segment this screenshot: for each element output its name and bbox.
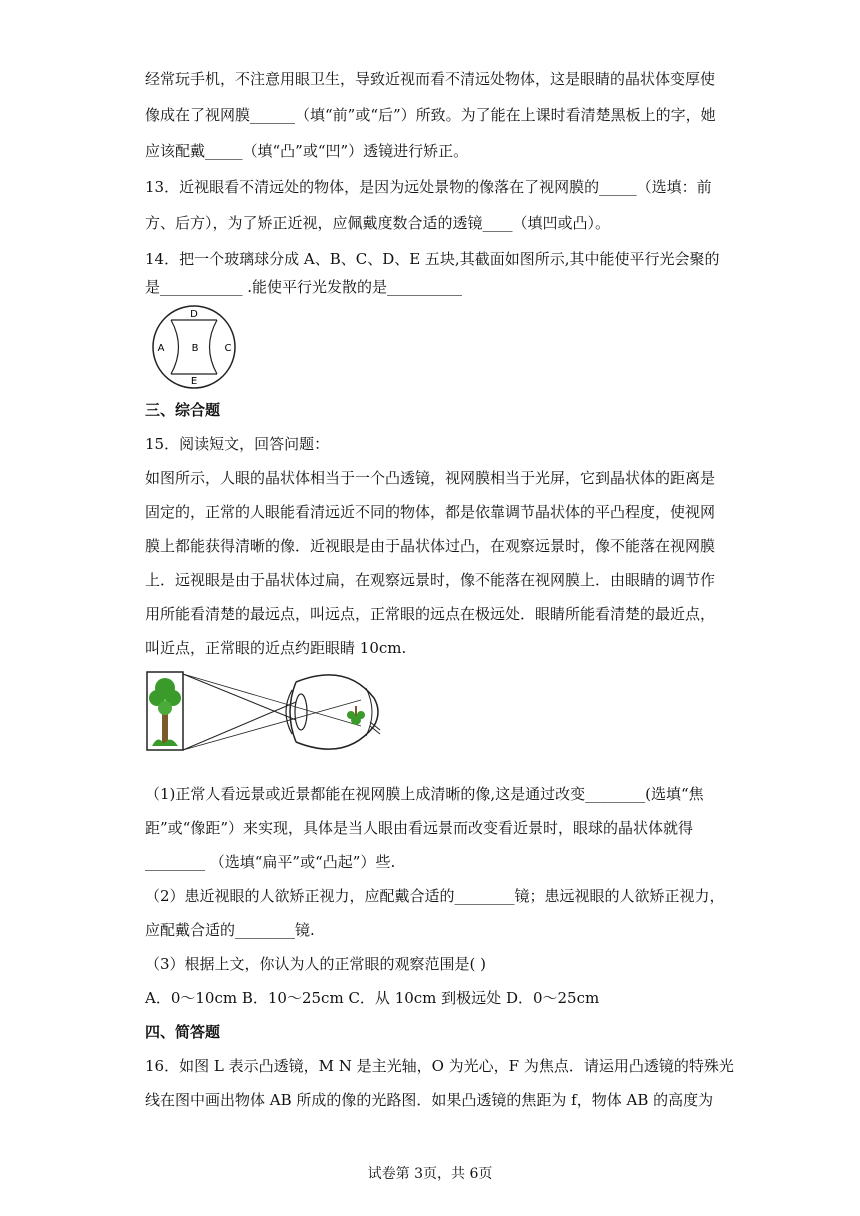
- q15-options: A．0～10cm B．10～25cm C．从 10cm 到极远处 D．0～25cm: [145, 989, 600, 1007]
- eye-tree-figure: [146, 668, 382, 754]
- q15-para-4: 上．远视眼是由于晶状体过扁，在观察远景时，像不能落在视网膜上．由眼睛的调节作: [145, 571, 716, 589]
- label-a: A: [157, 343, 165, 354]
- q12-line-1: 经常玩手机，不注意用眼卫生，导致近视而看不清远处物体，这是眼睛的晶状体变厚使: [145, 70, 716, 88]
- q15-para-6: 叫近点，正常眼的近点约距眼睛 10cm.: [145, 639, 407, 657]
- section-4-heading: 四、简答题: [145, 1023, 221, 1041]
- q12-line-3: 应该配戴_____（填“凸”或“凹”）透镜进行矫正。: [145, 142, 469, 160]
- page-footer: 试卷第 3页，共 6页: [367, 1166, 493, 1182]
- section-3-heading: 三、综合题: [145, 401, 221, 419]
- q15-intro: 15．阅读短文，回答问题：: [145, 435, 330, 453]
- glass-sphere-figure: [144, 304, 244, 390]
- q15-para-5: 用所能看清楚的最远点，叫远点，正常眼的远点在极远处．眼睛所能看清楚的最近点，: [145, 605, 716, 623]
- q15-sub1-line-3: ________ （选填“扁平”或“凸起”）些.: [145, 853, 396, 871]
- q15-sub2-line-1: （2）患近视眼的人欲矫正视力，应配戴合适的________镜；患远视眼的人欲矫正视力，: [145, 887, 725, 905]
- q15-para-1: 如图所示，人眼的晶状体相当于一个凸透镜，视网膜相当于光屏，它到晶状体的距离是: [145, 469, 716, 487]
- q13-line-2: 方、后方），为了矫正近视，应佩戴度数合适的透镜____（填凹或凸）。: [145, 214, 611, 232]
- q15-sub1-line-1: （1)正常人看远景或近景都能在视网膜上成清晰的像,这是通过改变________(选填“焦: [145, 785, 704, 803]
- q15-sub2-line-2: 应配戴合适的________镜.: [145, 921, 315, 939]
- q16-line-1: 16．如图 L 表示凸透镜，M N 是主光轴，O 为光心，F 为焦点．请运用凸透镜的特殊光: [145, 1057, 734, 1075]
- q15-sub1-line-2: 距”或“像距”）来实现，具体是当人眼由看远景而改变看近景时，眼球的晶状体就得: [145, 819, 694, 837]
- q15-sub3: （3）根据上文，你认为人的正常眼的观察范围是( ): [145, 955, 487, 973]
- q14-line-1: 14．把一个玻璃球分成 A、B、C、D、E 五块,其截面如图所示,其中能使平行光会聚的: [145, 250, 720, 268]
- q16-line-2: 线在图中画出物体 AB 所成的像的光路图．如果凸透镜的焦距为 f，物体 AB 的高度为: [145, 1091, 714, 1109]
- q12-line-2: 像成在了视网膜______（填“前”或“后”）所致。为了能在上课时看清楚黑板上的字，她: [145, 106, 716, 124]
- label-e: E: [190, 376, 198, 387]
- q15-para-2: 固定的，正常的人眼能看清远近不同的物体，都是依靠调节晶状体的平凸程度，使视网: [145, 503, 716, 521]
- q15-para-3: 膜上都能获得清晰的像．近视眼是由于晶状体过凸，在观察远景时，像不能落在视网膜: [145, 537, 716, 555]
- label-c: C: [224, 343, 232, 354]
- label-b: B: [191, 343, 199, 354]
- label-d: D: [190, 309, 198, 320]
- q13-line-1: 13．近视眼看不清远处的物体，是因为远处景物的像落在了视网膜的_____（选填：前: [145, 178, 712, 196]
- q14-line-2: 是___________ .能使平行光发散的是__________: [145, 278, 463, 296]
